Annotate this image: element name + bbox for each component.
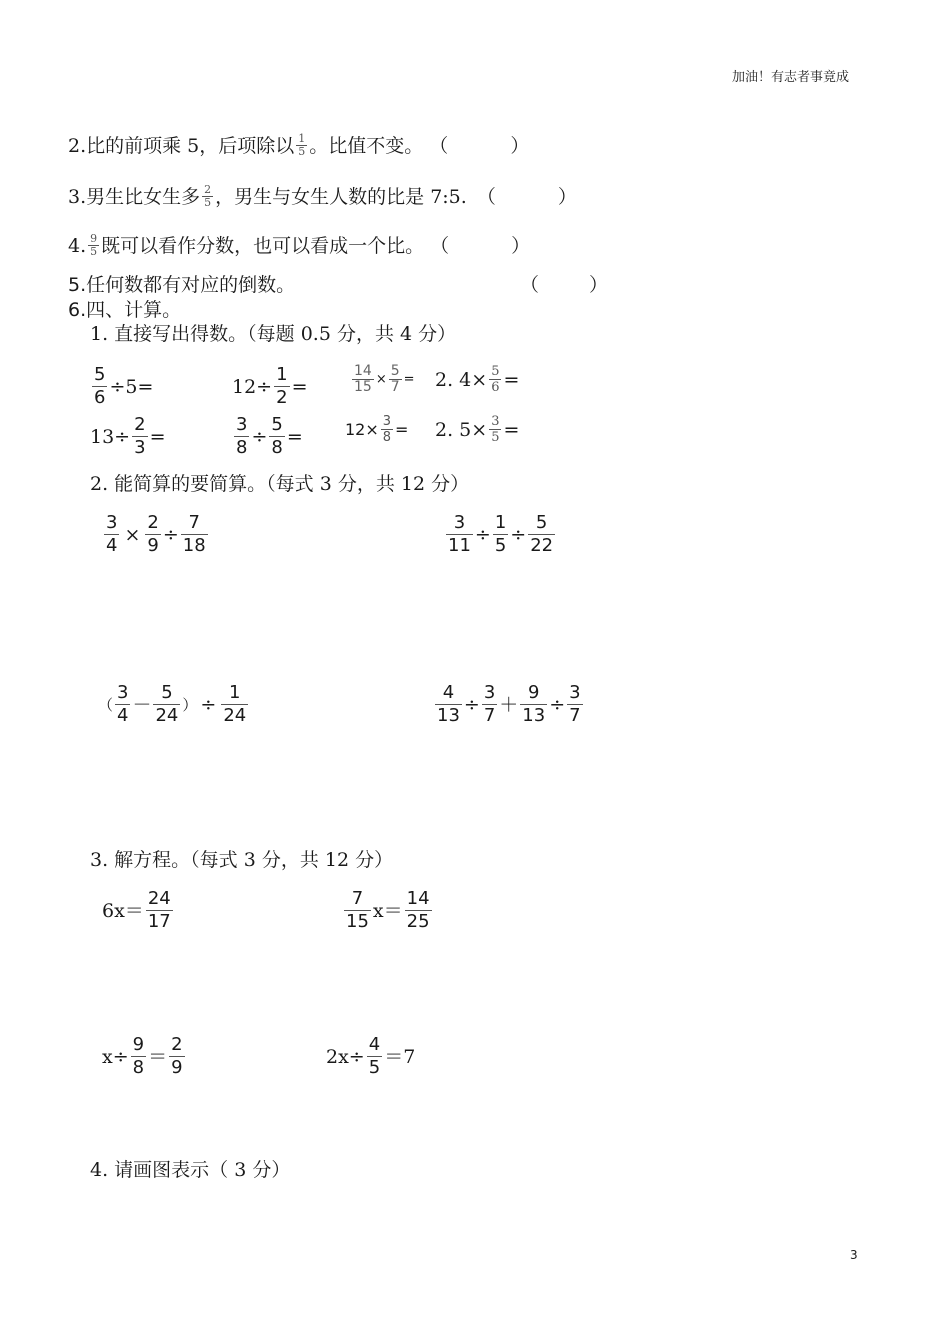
fraction: $\frac{14}{15}$ bbox=[354, 363, 372, 395]
fraction: $\frac{1}{5}$ bbox=[298, 132, 306, 158]
operator: ＋ bbox=[499, 693, 519, 716]
fraction: $\frac{7}{15}$ bbox=[346, 888, 369, 932]
part-4-title: 4. 请画图表示（ 3 分） bbox=[90, 1159, 291, 1181]
fraction: $\frac{5}{6}$ bbox=[94, 364, 106, 408]
equation-tail: = bbox=[503, 418, 520, 441]
question-4 bbox=[68, 233, 530, 258]
paren: ） bbox=[182, 695, 198, 714]
operator: ÷ bbox=[109, 375, 126, 398]
answer-paren-close: ） bbox=[557, 185, 577, 208]
fraction: $\frac{4}{13}$ bbox=[437, 682, 460, 726]
fraction: $\frac{5}{24}$ bbox=[155, 682, 179, 726]
equation-tail: ＝7 bbox=[384, 1045, 416, 1068]
fraction: $\frac{5}{8}$ bbox=[271, 414, 283, 458]
question-text: ，男生与女生人数的比是 7:5. bbox=[215, 185, 467, 208]
question-number: 2. bbox=[68, 134, 87, 157]
fraction: $\frac{9}{8}$ bbox=[132, 1034, 145, 1078]
fraction: $\frac{3}{11}$ bbox=[448, 512, 471, 556]
simplify-expr-2 bbox=[444, 512, 557, 557]
equation-2 bbox=[342, 888, 434, 933]
equation-head: 13÷ bbox=[90, 425, 131, 448]
question-5 bbox=[68, 273, 295, 297]
answer-paren-open: （ bbox=[430, 234, 450, 257]
equation-head: 12× bbox=[345, 419, 379, 439]
question-2 bbox=[68, 133, 529, 158]
fraction: $\frac{3}{4}$ bbox=[106, 512, 118, 556]
fraction: $\frac{3}{7}$ bbox=[483, 682, 496, 726]
operator: ÷ bbox=[162, 523, 179, 546]
part-1-title: 1. 直接写出得数。（每题 0.5 分，共 4 分） bbox=[90, 323, 457, 345]
question-5-answer bbox=[520, 273, 608, 297]
equation-1 bbox=[102, 888, 175, 933]
page-number: 3 bbox=[850, 1248, 858, 1262]
answer-paren-open: （ bbox=[476, 185, 496, 208]
quick-calc-2 bbox=[232, 364, 307, 409]
operator: ÷ bbox=[200, 693, 217, 716]
equation-tail: = bbox=[286, 425, 303, 448]
equation-tail: = bbox=[291, 375, 308, 398]
fraction: $\frac{1}{24}$ bbox=[223, 682, 247, 726]
quick-calc-6 bbox=[232, 414, 303, 459]
quick-calc-1 bbox=[90, 364, 153, 409]
equation-tail: = bbox=[395, 419, 409, 439]
section-number: 6. bbox=[68, 299, 87, 321]
operator: ÷ bbox=[251, 425, 268, 448]
fraction: $\frac{3}{4}$ bbox=[117, 682, 129, 726]
fraction: $\frac{3}{8}$ bbox=[236, 414, 248, 458]
header-motto: 加油！有志者事竟成 bbox=[732, 70, 850, 85]
fraction: $\frac{3}{7}$ bbox=[569, 682, 581, 726]
operator: ÷ bbox=[474, 523, 491, 546]
operator: × bbox=[375, 371, 387, 387]
answer-paren-open: （ bbox=[520, 274, 540, 296]
section-heading bbox=[68, 298, 181, 322]
simplify-expr-4 bbox=[433, 682, 585, 727]
operator: ÷ bbox=[463, 693, 480, 716]
equation-head: 2. 4× bbox=[435, 368, 488, 391]
fraction: $\frac{3}{8}$ bbox=[382, 414, 392, 445]
equation-tail: 5= bbox=[125, 375, 154, 398]
answer-paren-close: ） bbox=[589, 274, 609, 296]
question-text: 既可以看作分数，也可以看成一个比。 bbox=[101, 234, 425, 257]
fraction: $\frac{2}{9}$ bbox=[147, 512, 159, 556]
fraction: $\frac{4}{5}$ bbox=[368, 1034, 381, 1078]
answer-paren-close: ） bbox=[510, 134, 530, 157]
equation-4 bbox=[326, 1034, 415, 1079]
equation-3 bbox=[102, 1034, 187, 1079]
fraction: $\frac{3}{5}$ bbox=[491, 414, 500, 445]
fraction: $\frac{9}{13}$ bbox=[522, 682, 546, 726]
part-2-title: 2. 能简算的要简算。（每式 3 分，共 12 分） bbox=[90, 473, 470, 495]
fraction: $\frac{9}{5}$ bbox=[90, 232, 98, 258]
question-text: 任何数都有对应的倒数。 bbox=[86, 274, 296, 296]
answer-paren-close: ） bbox=[511, 234, 531, 257]
question-number: 4. bbox=[68, 234, 87, 257]
operator: ÷ bbox=[549, 693, 566, 716]
equation-head: 2. 5× bbox=[435, 418, 488, 441]
operator: × bbox=[124, 523, 141, 546]
equation-head: x÷ bbox=[102, 1045, 129, 1068]
equation-head: 6x＝ bbox=[102, 899, 144, 922]
question-text: 。比值不变。 bbox=[309, 134, 424, 157]
question-text: 比的前项乘 5，后项除以 bbox=[86, 134, 295, 157]
answer-paren-open: （ bbox=[429, 134, 449, 157]
section-title: 四、计算。 bbox=[86, 299, 182, 321]
quick-calc-4 bbox=[435, 364, 519, 395]
equation-tail: = bbox=[149, 425, 166, 448]
fraction: $\frac{2}{5}$ bbox=[204, 183, 212, 209]
operator: ÷ bbox=[510, 523, 527, 546]
quick-calc-8 bbox=[435, 414, 519, 445]
quick-calc-3 bbox=[350, 364, 415, 395]
fraction: $\frac{5}{22}$ bbox=[530, 512, 554, 556]
fraction: $\frac{2}{9}$ bbox=[171, 1034, 183, 1078]
equation-head: 12÷ bbox=[232, 375, 273, 398]
question-text: 男生比女生多 bbox=[86, 185, 201, 208]
quick-calc-7 bbox=[345, 414, 408, 445]
equation-head: 2x÷ bbox=[326, 1045, 365, 1068]
fraction: $\frac{14}{25}$ bbox=[406, 888, 430, 932]
part-3-title: 3. 解方程。（每式 3 分，共 12 分） bbox=[90, 849, 394, 871]
equation-tail: = bbox=[403, 371, 415, 387]
question-3 bbox=[68, 184, 577, 209]
question-number: 5. bbox=[68, 274, 87, 296]
question-number: 3. bbox=[68, 185, 87, 208]
equation-middle: ＝ bbox=[148, 1045, 168, 1068]
fraction: $\frac{24}{17}$ bbox=[147, 888, 171, 932]
fraction: $\frac{7}{18}$ bbox=[182, 512, 206, 556]
fraction: $\frac{5}{7}$ bbox=[390, 363, 400, 395]
fraction: $\frac{5}{6}$ bbox=[491, 364, 500, 395]
simplify-expr-1 bbox=[102, 512, 210, 557]
fraction: $\frac{1}{5}$ bbox=[494, 512, 507, 556]
simplify-expr-3 bbox=[98, 682, 250, 727]
paren: （ bbox=[98, 695, 114, 714]
fraction: $\frac{2}{3}$ bbox=[134, 414, 146, 458]
equation-middle: x＝ bbox=[372, 899, 403, 922]
quick-calc-5 bbox=[90, 414, 165, 459]
equation-tail: = bbox=[503, 368, 520, 391]
fraction: $\frac{1}{2}$ bbox=[276, 364, 288, 408]
operator: － bbox=[132, 693, 152, 716]
